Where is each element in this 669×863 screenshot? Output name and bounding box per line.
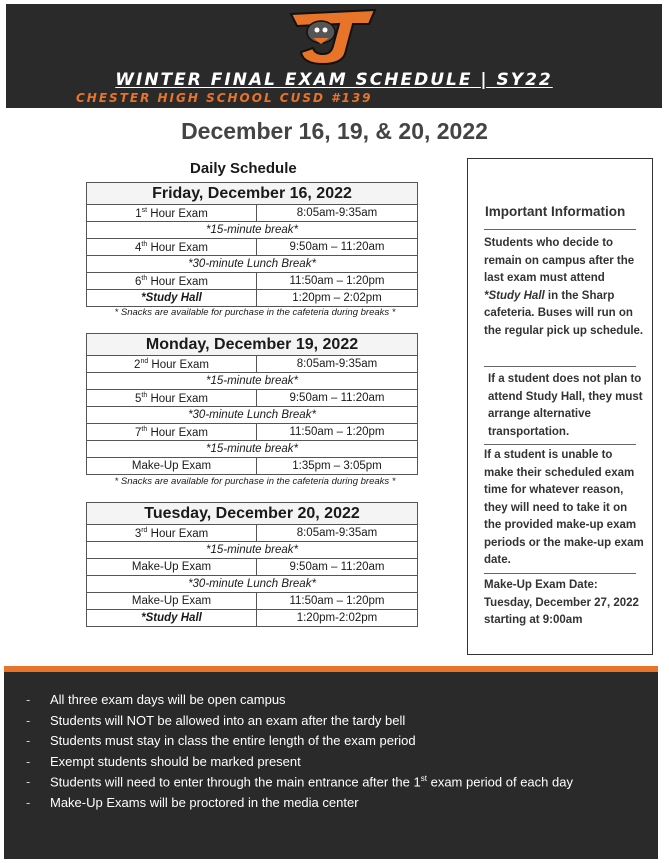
list-item: - Make-Up Exams will be proctored in the media center	[26, 794, 359, 810]
notes-panel	[4, 666, 658, 859]
table-row	[87, 407, 418, 424]
bullet-dash-icon: -	[26, 733, 31, 748]
info-paragraph-transportation: If a student does not plan to attend Study Hall, they must arrange alternative transportation.	[488, 373, 643, 438]
time-cell: 11:50am – 1:20pm	[257, 273, 418, 290]
bullet-dash-icon: -	[26, 774, 31, 790]
time-cell: 11:50am – 1:20pm	[257, 593, 418, 610]
day-heading: Tuesday, December 20, 2022	[87, 503, 418, 525]
table-row	[87, 610, 418, 627]
info-paragraph-study-hall: Students who decide to remain on campus after the last exam must attend *Study Hall in the Sharp cafeteria. Buses will run on the regular pick up schedule.	[484, 237, 644, 337]
table-row	[87, 356, 418, 373]
break-cell: *15-minute break*	[87, 542, 418, 559]
period-cell: Make-Up Exam	[87, 458, 257, 475]
table-row	[87, 239, 418, 256]
table-row	[87, 525, 418, 542]
info-title: Important Information	[485, 204, 626, 219]
table-row	[87, 441, 418, 458]
time-cell: 9:50am – 11:20am	[257, 559, 418, 576]
important-info-box	[467, 158, 653, 655]
info-paragraph-makeup: If a student is unable to make their scheduled exam time for whatever reason, they will need to take it on the provided make-up exam periods or the make-up exam date.	[484, 449, 644, 566]
page-title: December 16, 19, & 20, 2022	[181, 118, 488, 144]
divider	[484, 573, 636, 574]
bullet-dash-icon: -	[26, 692, 31, 707]
banner-title: WINTER FINAL EXAM SCHEDULE | SY22	[115, 70, 553, 90]
divider	[484, 444, 636, 445]
period-cell: Make-Up Exam	[87, 559, 257, 576]
time-cell: 9:50am – 11:20am	[257, 239, 418, 256]
break-cell: *30-minute Lunch Break*	[87, 256, 418, 273]
info-makeup-date: Make-Up Exam Date: Tuesday, December 27, 2022 starting at 9:00am	[484, 579, 639, 626]
time-cell: 9:50am – 11:20am	[257, 390, 418, 407]
period-cell: *Study Hall	[87, 290, 257, 307]
day-heading: Monday, December 19, 2022	[87, 334, 418, 356]
bullet-dash-icon: -	[26, 794, 31, 810]
break-cell: *30-minute Lunch Break*	[87, 407, 418, 424]
table-row	[87, 390, 418, 407]
time-cell: 1:20pm – 2:02pm	[257, 290, 418, 307]
list-item: - Students will NOT be allowed into an exam after the tardy bell	[26, 712, 406, 728]
period-cell: 1st Hour Exam	[87, 205, 257, 222]
school-logo-icon	[283, 4, 383, 66]
snack-note: * Snacks are available for purchase in the cafeteria during breaks *	[114, 476, 396, 487]
schedule-table	[86, 182, 418, 307]
table-row	[87, 290, 418, 307]
header-banner	[6, 4, 662, 108]
break-cell: *15-minute break*	[87, 373, 418, 390]
table-row	[87, 593, 418, 610]
list-item: - Students must stay in class the entire length of the exam period	[26, 733, 416, 748]
table-row	[87, 205, 418, 222]
day-heading: Friday, December 16, 2022	[87, 183, 418, 205]
time-cell: 11:50am – 1:20pm	[257, 424, 418, 441]
period-cell: 4th Hour Exam	[87, 239, 257, 256]
banner-subtitle: CHESTER HIGH SCHOOL CUSD #139	[76, 91, 373, 105]
table-row	[87, 373, 418, 390]
period-cell: *Study Hall	[87, 610, 257, 627]
period-cell: 6th Hour Exam	[87, 273, 257, 290]
time-cell: 8:05am-9:35am	[257, 205, 418, 222]
period-cell: 2nd Hour Exam	[87, 356, 257, 373]
schedule-table	[86, 502, 418, 627]
time-cell: 1:20pm-2:02pm	[257, 610, 418, 627]
table-row	[87, 576, 418, 593]
period-cell: 3rd Hour Exam	[87, 525, 257, 542]
period-cell: Make-Up Exam	[87, 593, 257, 610]
period-cell: 7th Hour Exam	[87, 424, 257, 441]
break-cell: *30-minute Lunch Break*	[87, 576, 418, 593]
schedule-table	[86, 333, 418, 475]
period-cell: 5th Hour Exam	[87, 390, 257, 407]
table-row	[87, 273, 418, 290]
time-cell: 8:05am-9:35am	[257, 525, 418, 542]
table-row	[87, 256, 418, 273]
bullet-dash-icon: -	[26, 753, 31, 769]
divider	[484, 366, 636, 367]
list-item: - Students will need to enter through the main entrance after the 1st exam period of each day	[26, 774, 573, 790]
snack-note: * Snacks are available for purchase in the cafeteria during breaks *	[114, 307, 396, 318]
table-row	[87, 559, 418, 576]
time-cell: 8:05am-9:35am	[257, 356, 418, 373]
bullet-dash-icon: -	[26, 712, 31, 728]
time-cell: 1:35pm – 3:05pm	[257, 458, 418, 475]
table-row	[87, 222, 418, 239]
table-row	[87, 542, 418, 559]
list-item: - Exempt students should be marked present	[26, 753, 301, 769]
list-item: - All three exam days will be open campus	[26, 692, 286, 707]
break-cell: *15-minute break*	[87, 222, 418, 239]
daily-schedule-heading: Daily Schedule	[190, 160, 297, 177]
table-row	[87, 424, 418, 441]
divider	[484, 229, 636, 230]
notes-list	[26, 692, 573, 815]
table-row	[87, 458, 418, 475]
break-cell: *15-minute break*	[87, 441, 418, 458]
